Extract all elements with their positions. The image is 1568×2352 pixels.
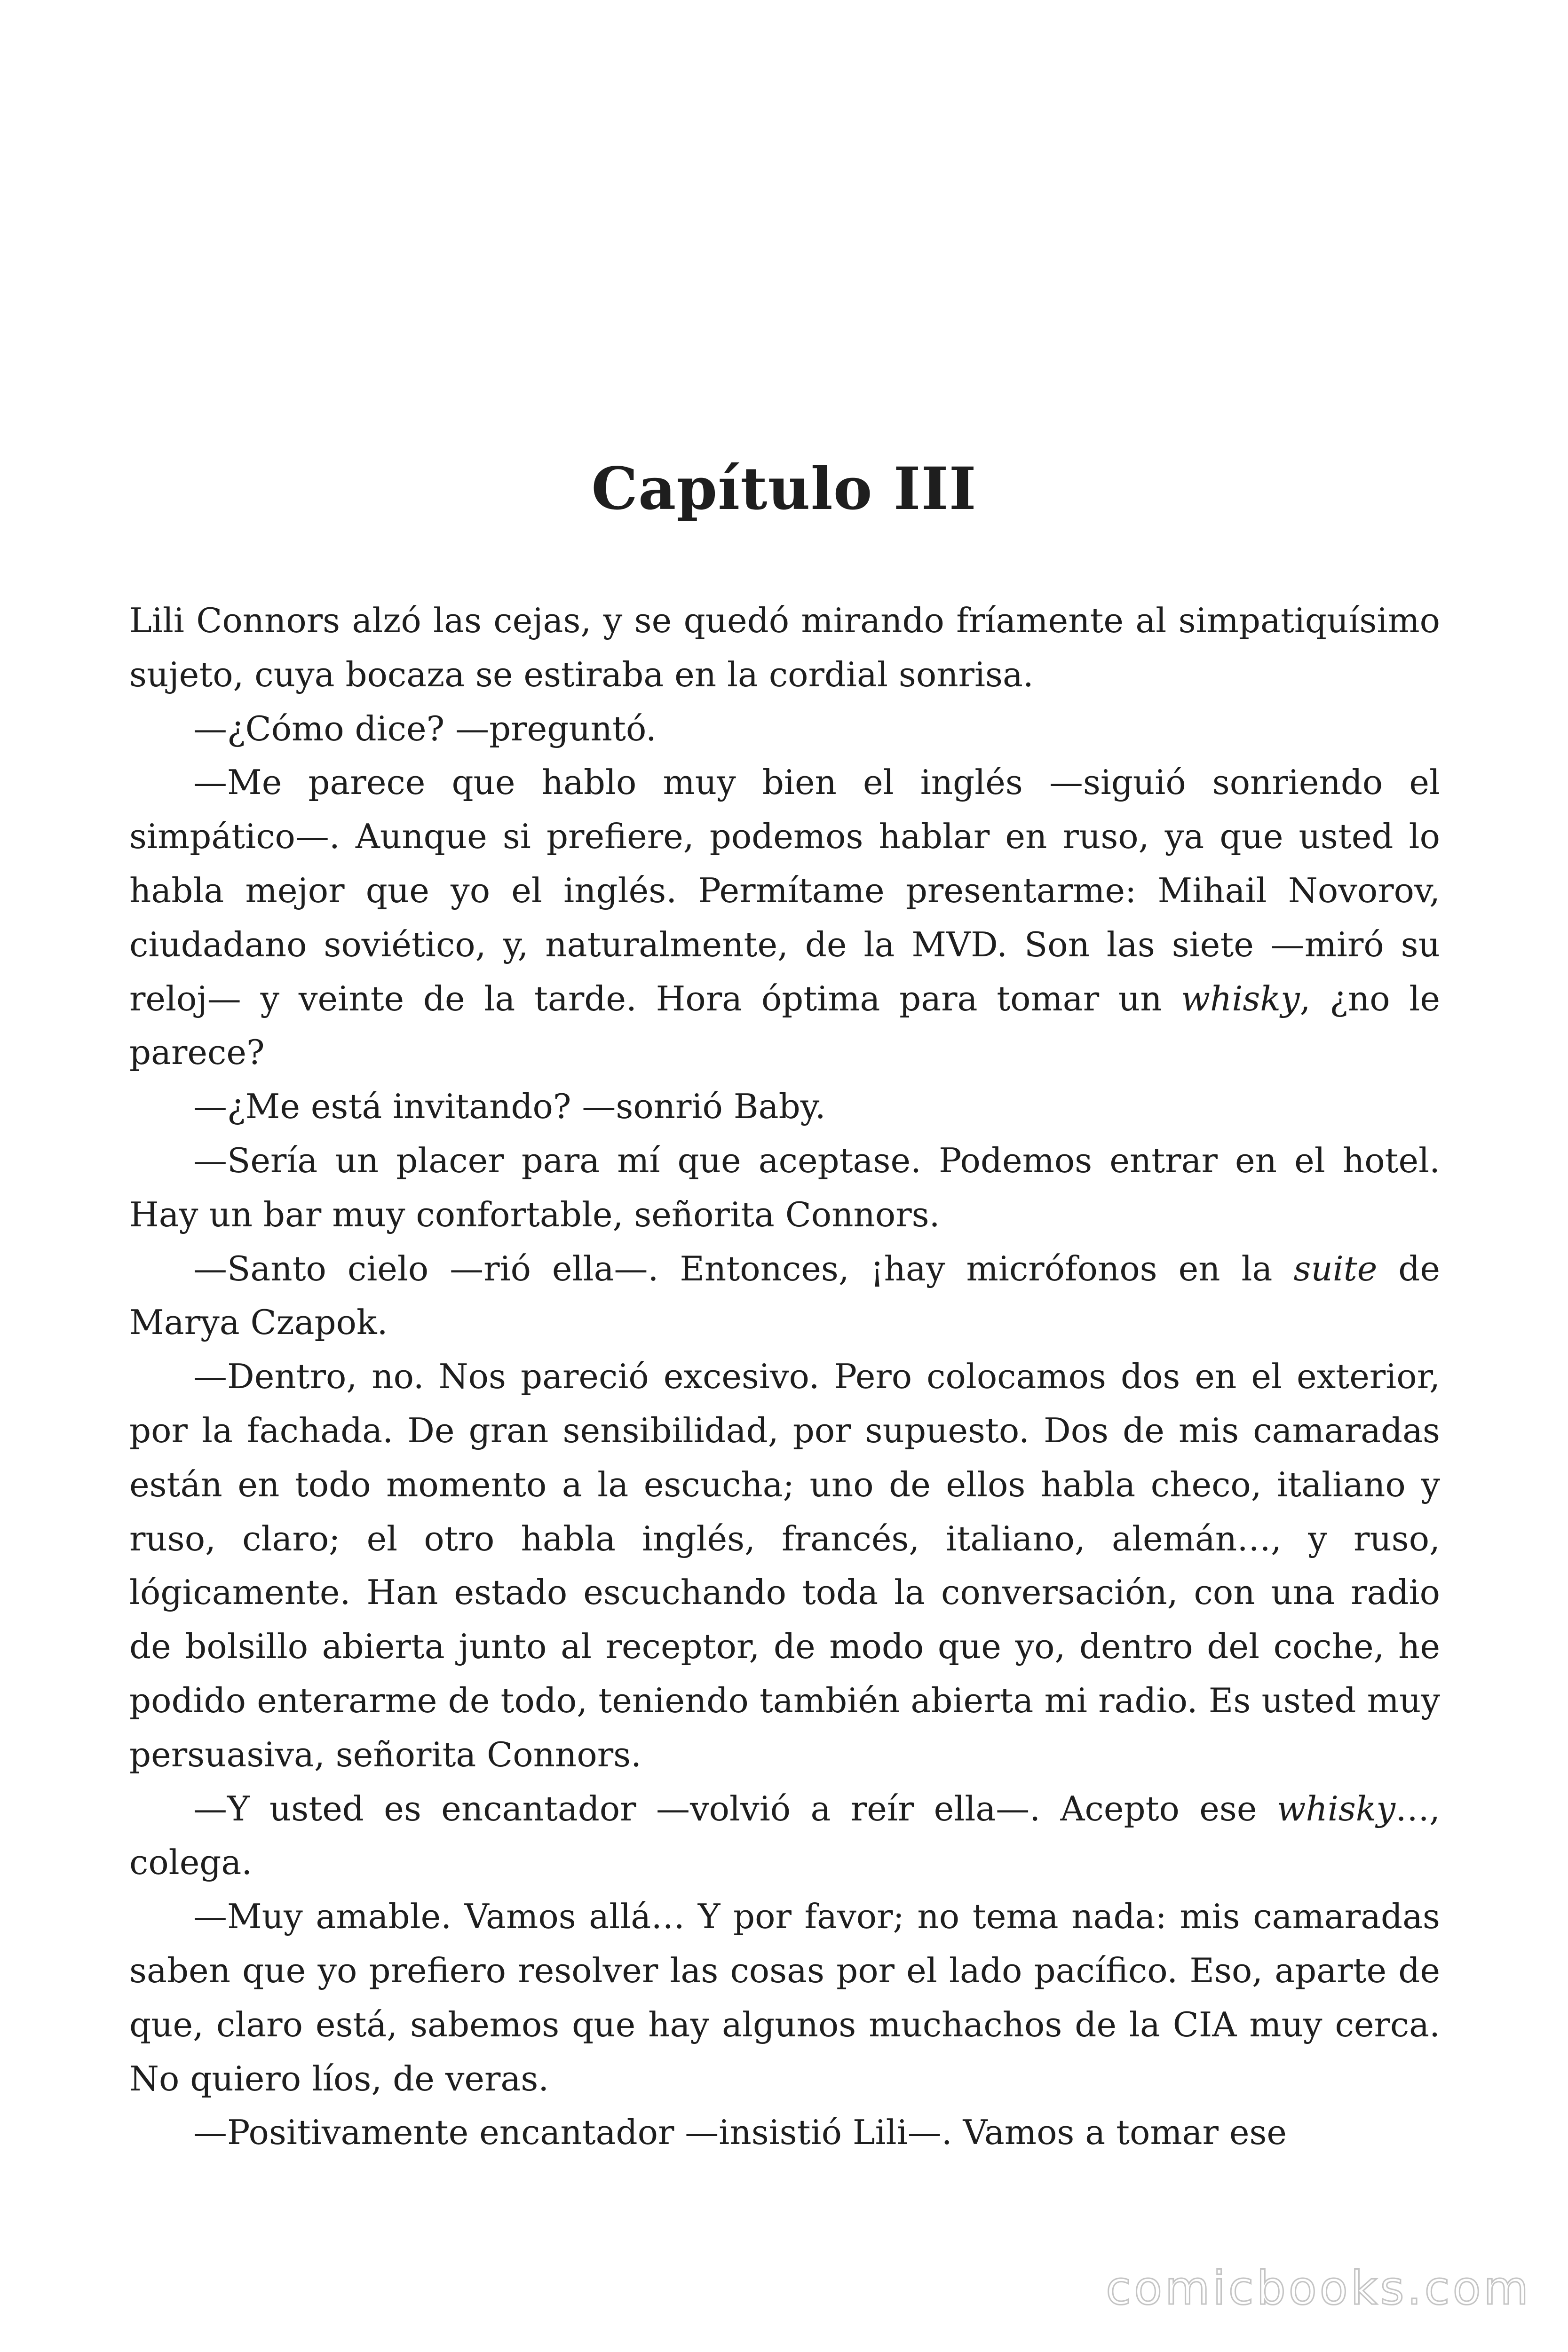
- paragraph: [129, 1080, 1440, 1134]
- italic-text-run: whisky: [1181, 978, 1300, 1018]
- chapter-title: Capítulo III: [591, 455, 977, 523]
- text-run: —Muy amable. Vamos allá… Y por favor; no tema nada: mis camaradas saben que yo prefiero resolver las cosas por el lado pacífico. Eso, aparte de que, claro está, sabemos que hay algunos muchachos de la CIA muy cerca. No quiero líos, de veras.: [129, 1897, 1440, 2098]
- text-run: , ¿no le parece?: [129, 978, 1440, 1073]
- text-run: —Santo cielo —rió ella—. Entonces, ¡hay micrófonos en la: [193, 1248, 1294, 1288]
- text-run: —¿Cómo dice? —preguntó.: [193, 708, 657, 748]
- paragraph: [129, 755, 1440, 1080]
- watermark-logo: comicbooks.com: [1106, 2262, 1531, 2315]
- paragraph: [129, 1350, 1440, 1781]
- text-run: de Marya Czapok.: [129, 1248, 1440, 1343]
- text-run: —Positivamente encantador —insistió Lili—. Vamos a tomar ese: [193, 2113, 1287, 2153]
- italic-text-run: suite: [1293, 1248, 1378, 1288]
- text-run: —Me parece que hablo muy bien el inglés —siguió sonriendo el simpático—. Aunque si prefiere, podemos hablar en ruso, ya que usted lo habla mejor que yo el inglés. Permítame presentarme: Mihail Novorov, ciudadano soviético, y, naturalmente, de la MVD. Son las siete —miró su reloj— y veinte de la tarde. Hora óptima para tomar un: [129, 763, 1440, 1018]
- paragraph: [129, 702, 1440, 756]
- paragraph: [129, 1890, 1440, 2106]
- paragraph: [129, 2106, 1440, 2160]
- text-run: …, colega.: [129, 1788, 1440, 1883]
- italic-text-run: whisky: [1276, 1788, 1396, 1828]
- text-run: Lili Connors alzó las cejas, y se quedó mirando fríamente al simpatiquísimo sujeto, cuya bocaza se estiraba en la cordial sonrisa.: [129, 601, 1440, 694]
- text-run: —Sería un placer para mí que aceptase. Podemos entrar en el hotel. Hay un bar muy confortable, señorita Connors.: [129, 1140, 1440, 1234]
- text-run: —¿Me está invitando? —sonrió Baby.: [193, 1087, 826, 1127]
- paragraph: [129, 1134, 1440, 1242]
- chapter-body: [129, 594, 1440, 2160]
- paragraph: [129, 1242, 1440, 1350]
- text-run: —Y usted es encantador —volvió a reír ella—. Acepto ese: [193, 1788, 1277, 1828]
- text-run: —Dentro, no. Nos pareció excesivo. Pero colocamos dos en el exterior, por la fachada. De gran sensibilidad, por supuesto. Dos de mis camaradas están en todo momento a la escucha; uno de ellos habla checo, italiano y ruso, claro; el otro habla inglés, francés, italiano, alemán…, y ruso, lógicamente. Han estado escuchando toda la conversación, con una radio de bolsillo abierta junto al receptor, de modo que yo, dentro del coche, he podido enterarme de todo, teniendo también abierta mi radio. Es usted muy persuasiva, señorita Connors.: [129, 1357, 1440, 1774]
- paragraph: [129, 594, 1440, 702]
- paragraph: [129, 1782, 1440, 1890]
